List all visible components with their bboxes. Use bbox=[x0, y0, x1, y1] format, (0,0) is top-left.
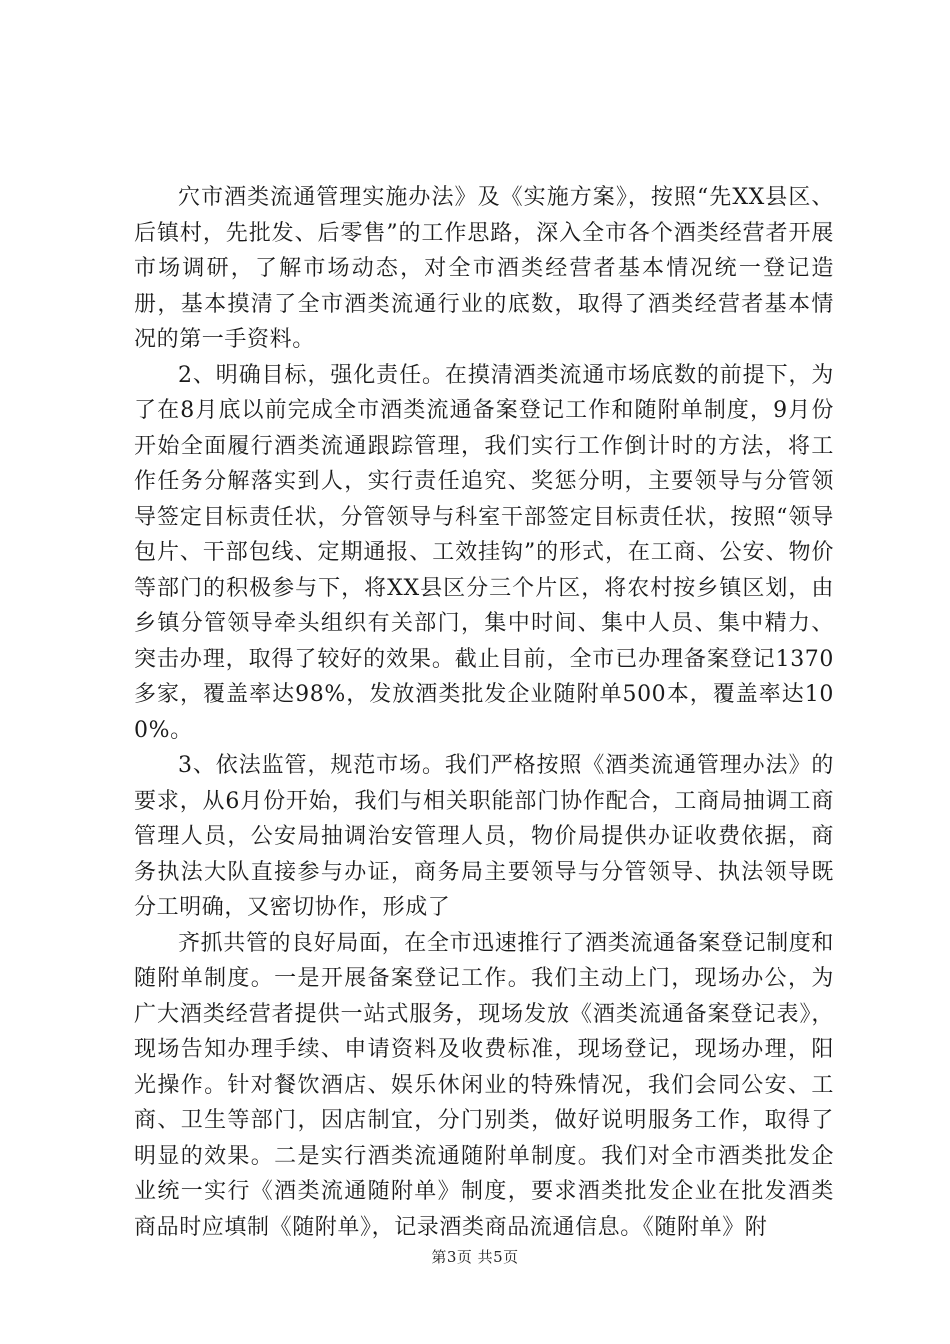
paragraph: 齐抓共管的良好局面，在全市迅速推行了酒类流通备案登记制度和随附单制度。一是开展备案登记工作。我们主动上门，现场办公，为广大酒类经营者提供一站式服务，现场发放《酒类流通备案登记表》，现场告知办理手续、申请资料及收费标准，现场登记，现场办理，阳光操作。针对餐饮酒店、娱乐休闲业的特殊情况，我们会同公安、工商、卫生等部门，因店制宜，分门别类，做好说明服务工作，取得了明显的效果。二是实行酒类流通随附单制度。我们对全市酒类批发企业统一实行《酒类流通随附单》制度，要求酒类批发企业在批发酒类商品时应填制《随附单》，记录酒类商品流通信息。《随附单》附 bbox=[134, 930, 834, 1240]
document-body bbox=[134, 180, 834, 1245]
page-number-footer: 第3页 共5页 bbox=[431, 1248, 519, 1266]
paragraph: 2、明确目标，强化责任。在摸清酒类流通市场底数的前提下，为了在8月底以前完成全市酒类流通备案登记工作和随附单制度，9月份开始全面履行酒类流通跟踪管理，我们实行工作倒计时的方法，将工作任务分解落实到人，实行责任追究、奖惩分明，主要领导与分管领导签定目标责任状，分管领导与科室干部签定目标责任状，按照“领导包片、干部包线、定期通报、工效挂钩”的形式，在工商、公安、物价等部门的积极参与下，将XX县区分三个片区，将农村按乡镇区划，由乡镇分管领导牵头组织有关部门，集中时间、集中人员、集中精力、突击办理，取得了较好的效果。截止目前，全市已办理备案登记1370多家，覆盖率达98%，发放酒类批发企业随附单500本，覆盖率达100%。 bbox=[134, 362, 834, 743]
paragraph: 3、依法监管，规范市场。我们严格按照《酒类流通管理办法》的要求，从6月份开始，我们与相关职能部门协作配合，工商局抽调工商管理人员，公安局抽调治安管理人员，物价局提供办证收费依据，商务执法大队直接参与办证，商务局主要领导与分管领导、执法领导既分工明确，又密切协作，形成了 bbox=[134, 753, 834, 920]
paragraph: 穴市酒类流通管理实施办法》及《实施方案》，按照“先XX县区、后镇村，先批发、后零售”的工作思路，深入全市各个酒类经营者开展市场调研，了解市场动态，对全市酒类经营者基本情况统一登记造册，基本摸清了全市酒类流通行业的底数，取得了酒类经营者基本情况的第一手资料。 bbox=[134, 185, 834, 352]
